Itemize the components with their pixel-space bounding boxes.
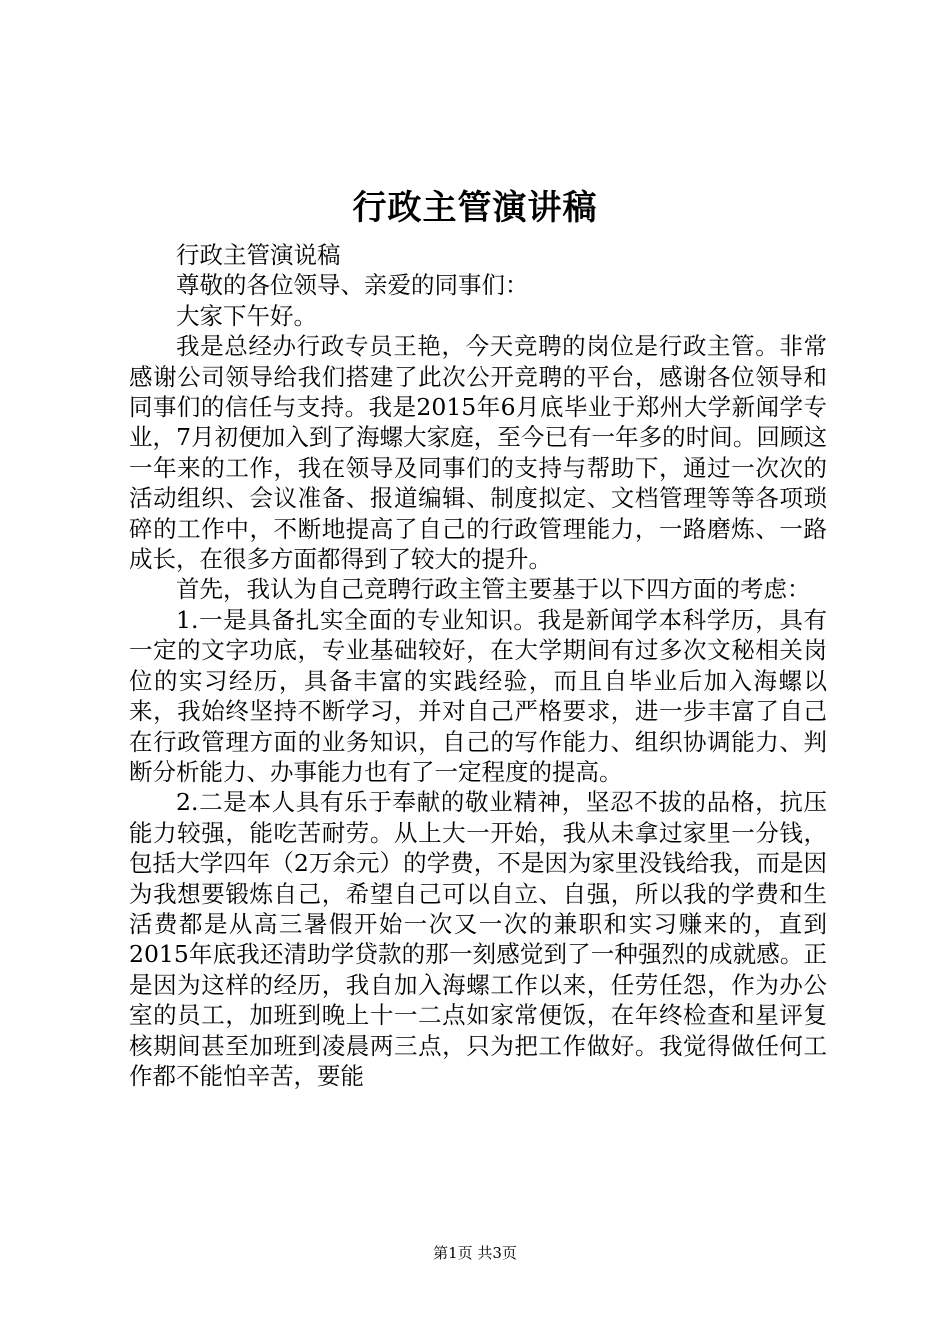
paragraph-subtitle: 行政主管演说稿	[176, 241, 341, 269]
document-title: 行政主管演讲稿	[352, 188, 598, 228]
paragraph-greeting: 大家下午好。	[176, 301, 317, 330]
document-body	[129, 240, 827, 1091]
page-footer: 第1页 共3页	[433, 1244, 517, 1262]
paragraph-reasons-intro: 首先，我认为自己竞聘行政主管主要基于以下四方面的考虑：	[176, 575, 811, 604]
paragraph-introduction: 我是总经办行政专员王艳，今天竞聘的岗位是行政主管。非常感谢公司领导给我们搭建了此次公开竞聘的平台，感谢各位领导和同事们的信任与支持。我是2015年6月底毕业于郑州大学新闻学专业，7月初便加入到了海螺大家庭，至今已有一年多的时间。回顾这一年来的工作，我在领导及同事们的支持与帮助下，通过一次次的活动组织、会议准备、报道编辑、制度拟定、文档管理等等各项琐碎的工作中，不断地提高了自己的行政管理能力，一路磨炼、一路成长，在很多方面都得到了较大的提升。	[129, 332, 827, 574]
paragraph-salutation: 尊敬的各位领导、亲爱的同事们：	[176, 271, 529, 300]
paragraph-reason-1: 1.一是具备扎实全面的专业知识。我是新闻学本科学历，具有一定的文字功底，专业基础较好，在大学期间有过多次文秘相关岗位的实习经历，具备丰富的实践经验，而且自毕业后加入海螺以来，我始终坚持不断学习，并对自己严格要求，进一步丰富了自己在行政管理方面的业务知识，自己的写作能力、组织协调能力、判断分析能力、办事能力也有了一定程度的提高。	[129, 605, 827, 786]
paragraph-reason-2: 2.二是本人具有乐于奉献的敬业精神，坚忍不拔的品格，抗压能力较强，能吃苦耐劳。从上大一开始，我从未拿过家里一分钱，包括大学四年（2万余元）的学费，不是因为家里没钱给我，而是因为我想要锻炼自己，希望自己可以自立、自强，所以我的学费和生活费都是从高三暑假开始一次又一次的兼职和实习赚来的，直到2015年底我还清助学贷款的那一刻感觉到了一种强烈的成就感。正是因为这样的经历，我自加入海螺工作以来，任劳任怨，作为办公室的员工，加班到晚上十一二点如家常便饭，在年终检查和星评复核期间甚至加班到凌晨两三点，只为把工作做好。我觉得做任何工作都不能怕辛苦，要能	[129, 788, 827, 1090]
